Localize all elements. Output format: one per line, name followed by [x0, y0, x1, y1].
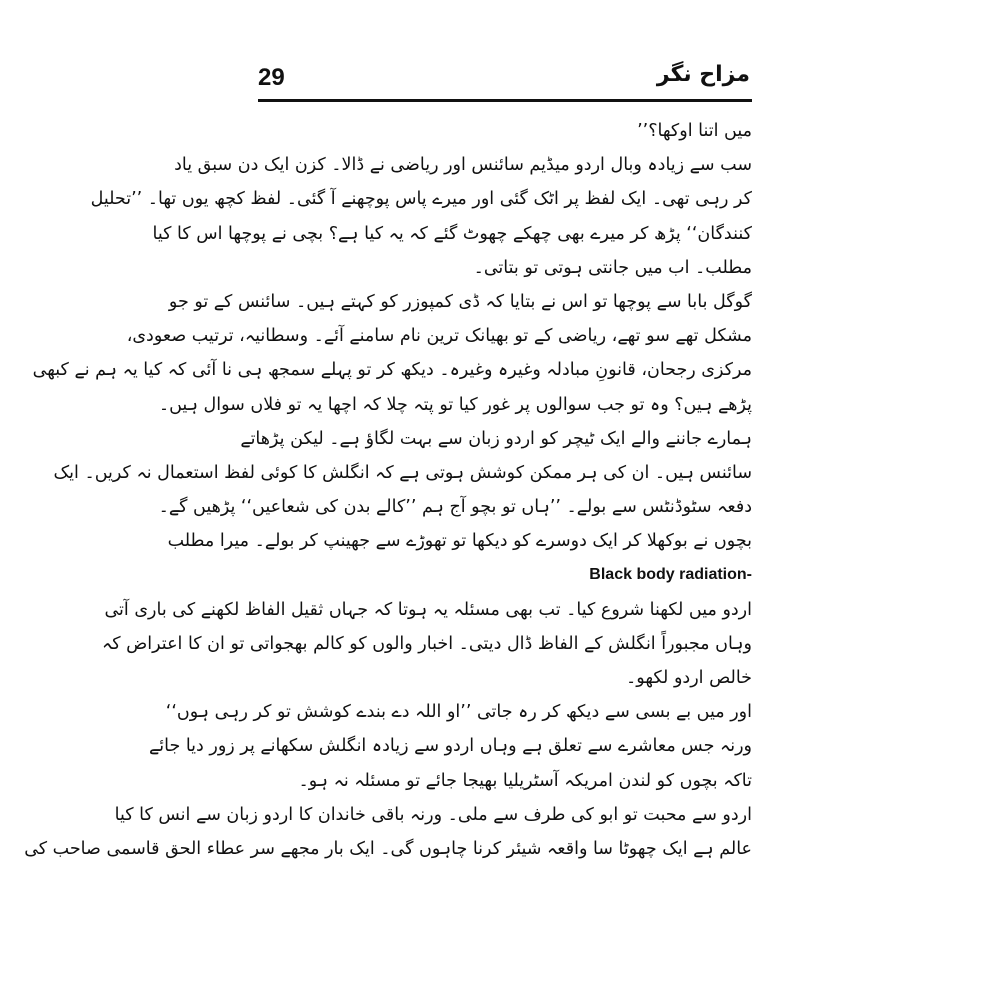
text-line: مرکزی رجحان، قانونِ مبادلہ وغیرہ وغیرہ۔ دیکھ کر تو پہلے سمجھ ہی نا آئی کہ کیا یہ ہم نے کبھی [32, 360, 752, 381]
text-line: مطلب۔ اب میں جانتی ہوتی تو بتاتی۔ [473, 257, 752, 278]
text-line: دفعہ سٹوڈنٹس سے بولے۔ ’’ہاں تو بچو آج ہم ’’کالے بدن کی شعاعیں‘‘ پڑھیں گے۔ [158, 497, 752, 518]
text-line: بچوں نے بوکھلا کر ایک دوسرے کو دیکھا تو تھوڑے سے جھینپ کر بولے۔ میرا مطلب [167, 531, 752, 552]
body-text [24, 114, 752, 866]
text-line: تاکہ بچوں کو لندن امریکہ آسٹریلیا بھیجا جائے تو مسئلہ نہ ہو۔ [298, 770, 752, 791]
text-line: گوگل بابا سے پوچھا تو اس نے بتایا کہ ڈی کمپوزر کو کہتے ہیں۔ سائنس کے تو جو [168, 291, 752, 312]
text-line: کنندگان‘‘ پڑھ کر میرے بھی چھکے چھوٹ گئے کہ یہ کیا ہے؟ بچی نے پوچھا اس کا کیا [152, 223, 752, 244]
text-line: کر رہی تھی۔ ایک لفظ پر اٹک گئی اور میرے پاس پوچھنے آ گئی۔ لفظ کچھ یوں تھا۔ ’’تحلیل [90, 189, 752, 210]
text-line: اور میں بے بسی سے دیکھ کر رہ جاتی ’’او اللہ دے بندے کوشش تو کر رہی ہوں‘‘ [165, 702, 752, 723]
text-line: ورنہ جس معاشرے سے تعلق ہے وہاں اردو سے زیادہ انگلش سکھانے پر زور دیا جائے [148, 736, 752, 757]
page-number: 29 [258, 64, 285, 91]
text-line: عالم ہے ایک چھوٹا سا واقعہ شیئر کرنا چاہوں گی۔ ایک بار مجھے سر عطاء الحق قاسمی صاحب کی [24, 838, 752, 859]
text-line: خالص اردو لکھو۔ [626, 668, 752, 688]
text-line: مشکل تھے سو تھے، ریاضی کے تو بھیانک ترین نام سامنے آئے۔ وسطانیہ، ترتیب صعودی، [126, 326, 752, 347]
running-title: مزاح نگر [656, 62, 750, 87]
english-term-line: Black body radiation- [589, 566, 752, 584]
text-line: میں اتنا اوکھا؟’’ [637, 121, 752, 141]
text-line: اردو سے محبت تو ابو کی طرف سے ملی۔ ورنہ باقی خاندان کا اردو زبان سے انس کا کیا [114, 804, 752, 825]
text-line: پڑھے ہیں؟ وہ تو جب سوالوں پر غور کیا تو پتہ چلا کہ اچھا یہ تو فلاں سوال ہیں۔ [158, 394, 752, 415]
page-header [258, 62, 750, 96]
text-line: وہاں مجبوراً انگلش کے الفاظ ڈال دیتی۔ اخبار والوں کو کالم بھجواتی تو ان کا اعتراض کہ [101, 633, 752, 654]
text-line: ہمارے جاننے والے ایک ٹیچر کو اردو زبان سے بہت لگاؤ ہے۔ لیکن پڑھاتے [240, 428, 752, 449]
text-line: سب سے زیادہ وبال اردو میڈیم سائنس اور ریاضی نے ڈالا۔ کزن ایک دن سبق یاد [174, 155, 752, 176]
text-line: اردو میں لکھنا شروع کیا۔ تب بھی مسئلہ یہ ہوتا کہ جہاں ثقیل الفاظ لکھنے کی باری آتی [104, 599, 752, 620]
text-line: سائنس ہیں۔ ان کی ہر ممکن کوشش ہوتی ہے کہ انگلش کا کوئی لفظ استعمال نہ کریں۔ ایک [53, 462, 752, 483]
header-rule [258, 99, 752, 102]
